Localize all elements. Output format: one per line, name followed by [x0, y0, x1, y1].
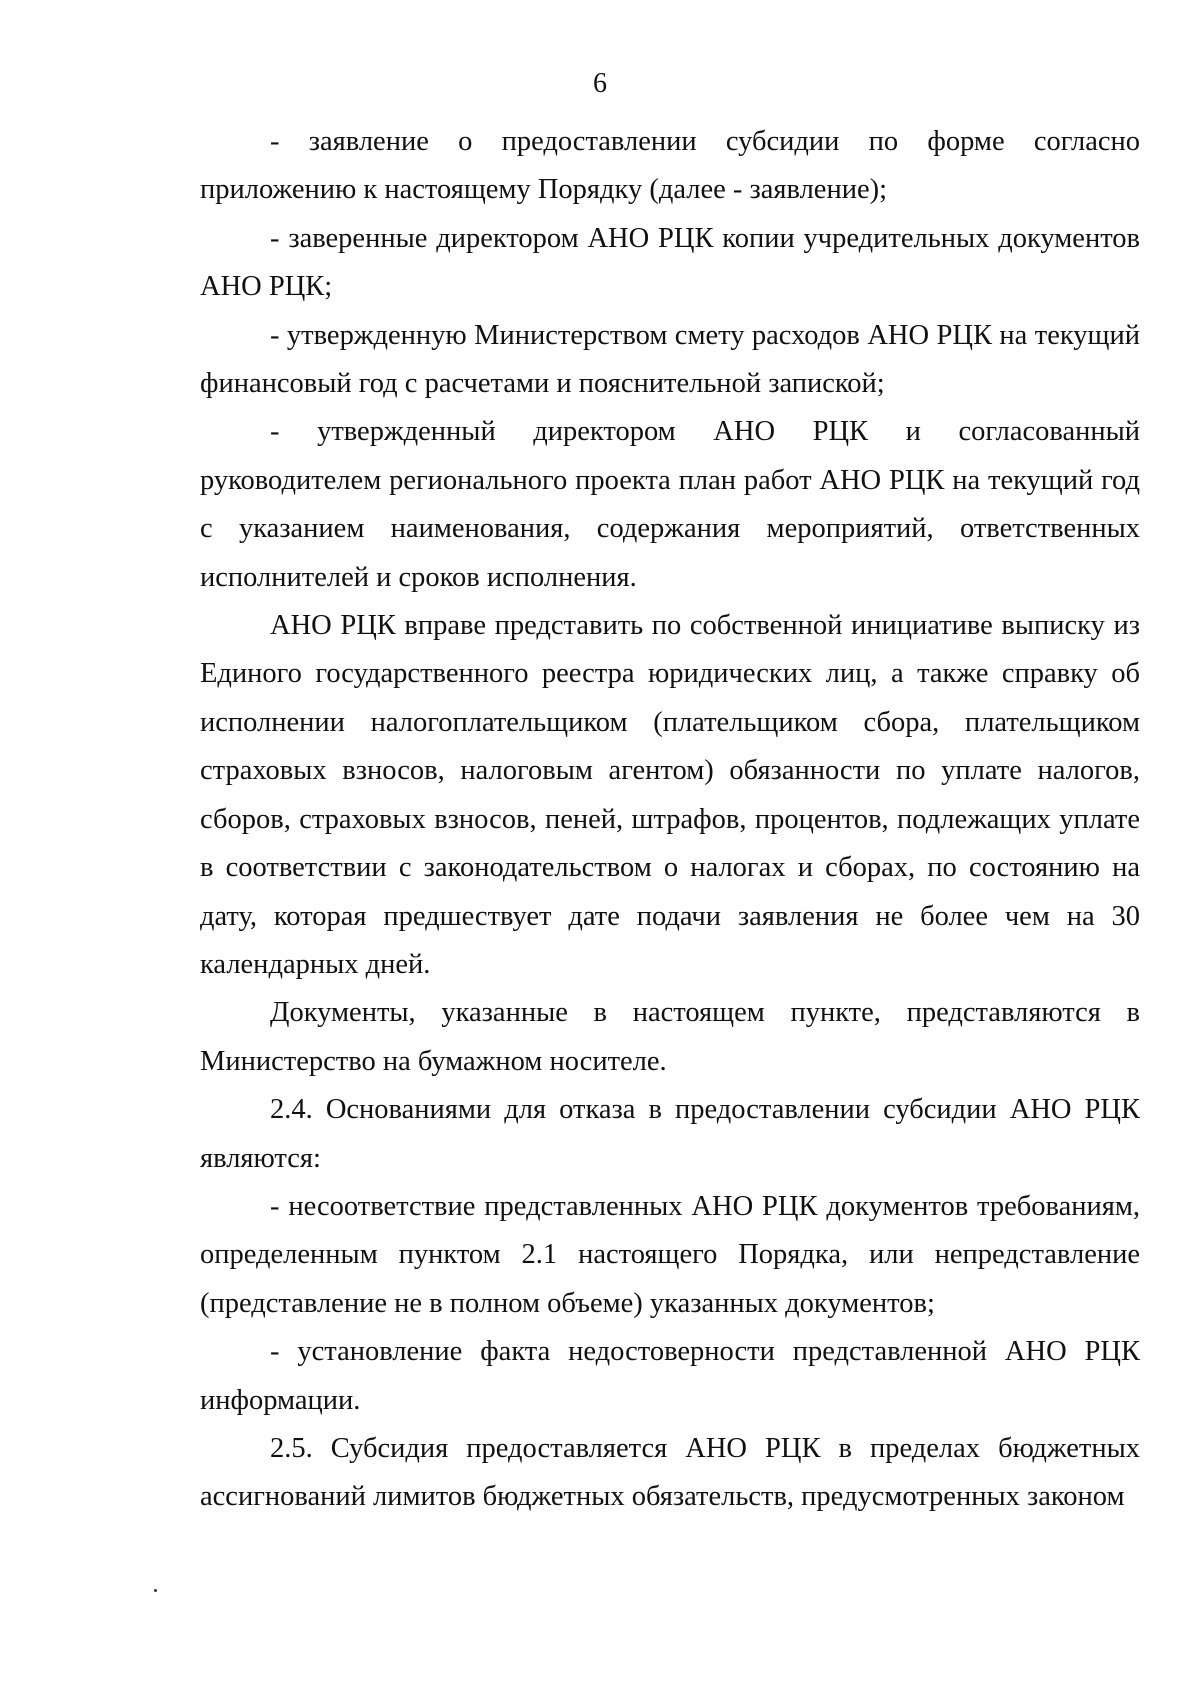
paragraph-optional-extract: АНО РЦК вправе представить по собственной инициативе выписку из Единого государственного реестра юридических лиц, а также справку об исполнении налогоплательщиком (плательщиком сбора, плательщиком страховых взносов, налоговым агентом) обязанности по уплате налогов, сборов, страховых взносов, пеней, штрафов, процентов, подлежащих уплате в соответствии с законодательством о налогах и сборах, по состоянию на дату, которая предшествует дате подачи заявления не более чем на 30 календарных дней. [200, 610, 1140, 980]
paragraph-section-2-4: 2.4. Основаниями для отказа в предоставлении субсидии АНО РЦК являются: [200, 1094, 1140, 1174]
scan-speck [154, 1589, 157, 1592]
paragraph-founding-documents: - заверенные директором АНО РЦК копии учредительных документов АНО РЦК; [200, 222, 1140, 303]
paragraph-application-form: - заявление о предоставлении субсидии по форме согласно приложению к настоящему Порядку (далее - заявление); [200, 126, 1140, 206]
paragraph-false-information: - установление факта недостоверности представленной АНО РЦК информации. [200, 1336, 1140, 1416]
paragraph-expense-estimate: - утвержденную Министерством смету расходов АНО РЦК на текущий финансовый год с расчетами и пояснительной запиской; [200, 319, 1140, 400]
document-body [200, 118, 1140, 1522]
paragraph-work-plan: - утвержденный директором АНО РЦК и согласованный руководителем регионального проекта план работ АНО РЦК на текущий год с указанием наименования, содержания мероприятий, ответственных исполнителей и сроков исполнения. [200, 416, 1140, 593]
page-number: 6 [593, 68, 607, 99]
paragraph-section-2-5: 2.5. Субсидия предоставляется АНО РЦК в пределах бюджетных ассигнований лимитов бюджетных обязательств, предусмотренных законом [200, 1432, 1140, 1513]
paragraph-nonconformity: - несоответствие представленных АНО РЦК документов требованиям, определенным пунктом 2.1 настоящего Порядка, или непредставление (представление не в полном объеме) указанных документов; [200, 1190, 1140, 1319]
paragraph-paper-submission: Документы, указанные в настоящем пункте, представляются в Министерство на бумажном носителе. [200, 997, 1140, 1077]
